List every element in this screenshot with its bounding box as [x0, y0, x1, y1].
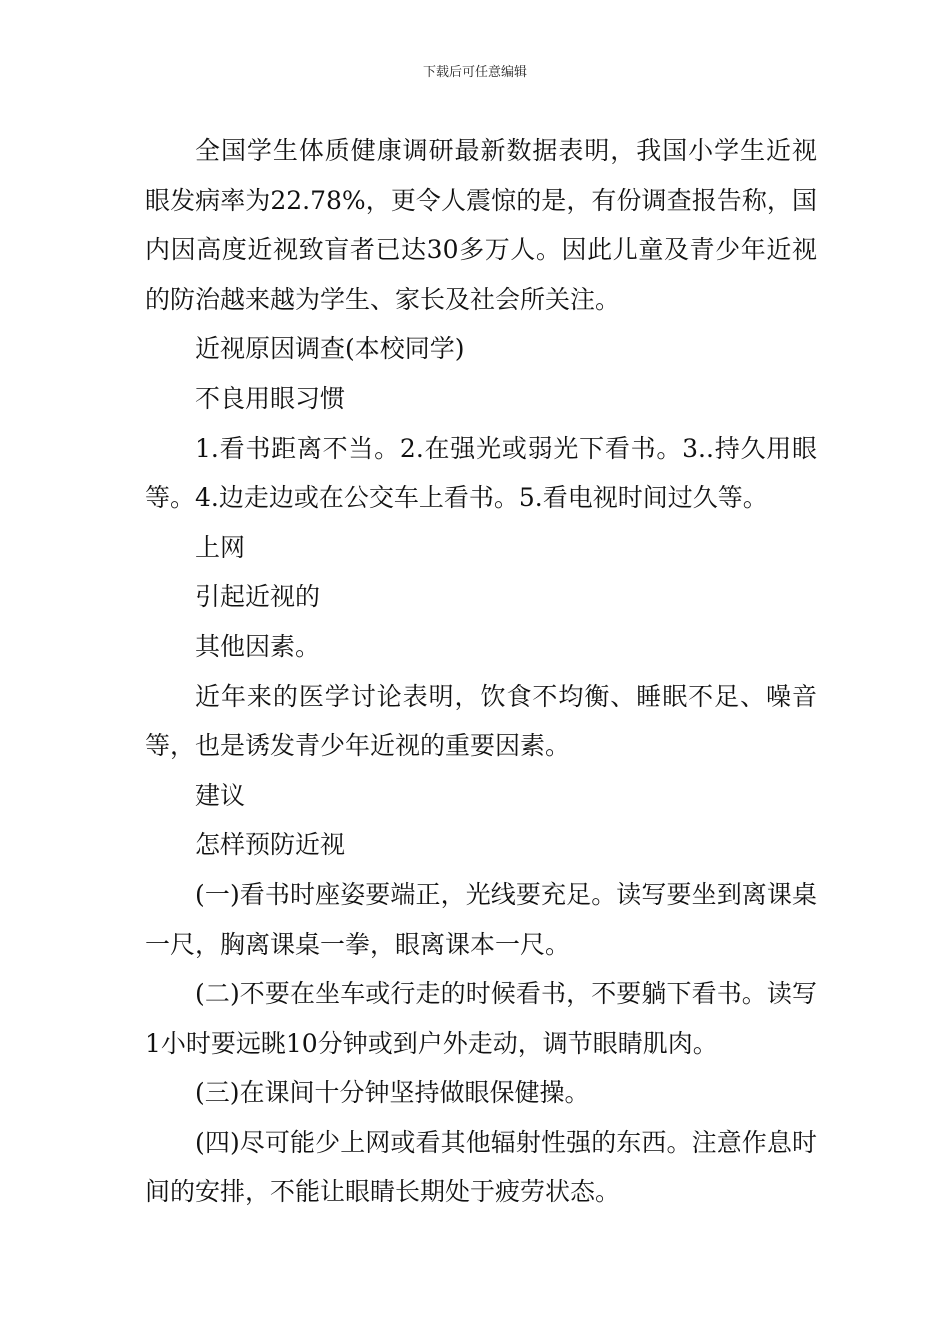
paragraph-tip-4: (四)尽可能少上网或看其他辐射性强的东西。注意作息时间的安排，不能让眼睛长期处于疲劳状态。 — [145, 1127, 817, 1207]
paragraph-habits-list: 1.看书距离不当。2.在强光或弱光下看书。3..持久用眼等。4.边走边或在公交车上看书。5.看电视时间过久等。 — [145, 433, 817, 513]
heading-bad-habits: 不良用眼习惯 — [195, 383, 346, 413]
heading-suggestions: 建议 — [195, 780, 246, 810]
paragraph-intro: 全国学生体质健康调研最新数据表明，我国小学生近视眼发病率为22.78%，更令人震惊的是，有份调查报告称，国内因高度近视致盲者已达30多万人。因此儿童及青少年近视的防治越来越为学生、家长及社会所关注。 — [145, 136, 817, 314]
paragraph-tip-2: (二)不要在坐车或行走的时候看书，不要躺下看书。读写1小时要远眺10分钟或到户外走动，调节眼睛肌肉。 — [145, 979, 817, 1058]
document-body — [145, 126, 817, 1217]
heading-cause-survey: 近视原因调查(本校同学) — [195, 334, 465, 364]
heading-how-to-prevent: 怎样预防近视 — [195, 830, 346, 860]
heading-causing-myopia: 引起近视的 — [195, 582, 321, 612]
heading-other-factors: 其他因素。 — [195, 631, 321, 661]
heading-internet: 上网 — [195, 532, 246, 562]
page-header-note: 下载后可任意编辑 — [422, 65, 527, 80]
paragraph-tip-3: (三)在课间十分钟坚持做眼保健操。 — [195, 1078, 590, 1108]
paragraph-medical-research: 近年来的医学讨论表明，饮食不均衡、睡眠不足、噪音等，也是诱发青少年近视的重要因素。 — [145, 681, 817, 761]
paragraph-tip-1: (一)看书时座姿要端正，光线要充足。读写要坐到离课桌一尺，胸离课桌一拳，眼离课本一尺。 — [145, 879, 817, 959]
